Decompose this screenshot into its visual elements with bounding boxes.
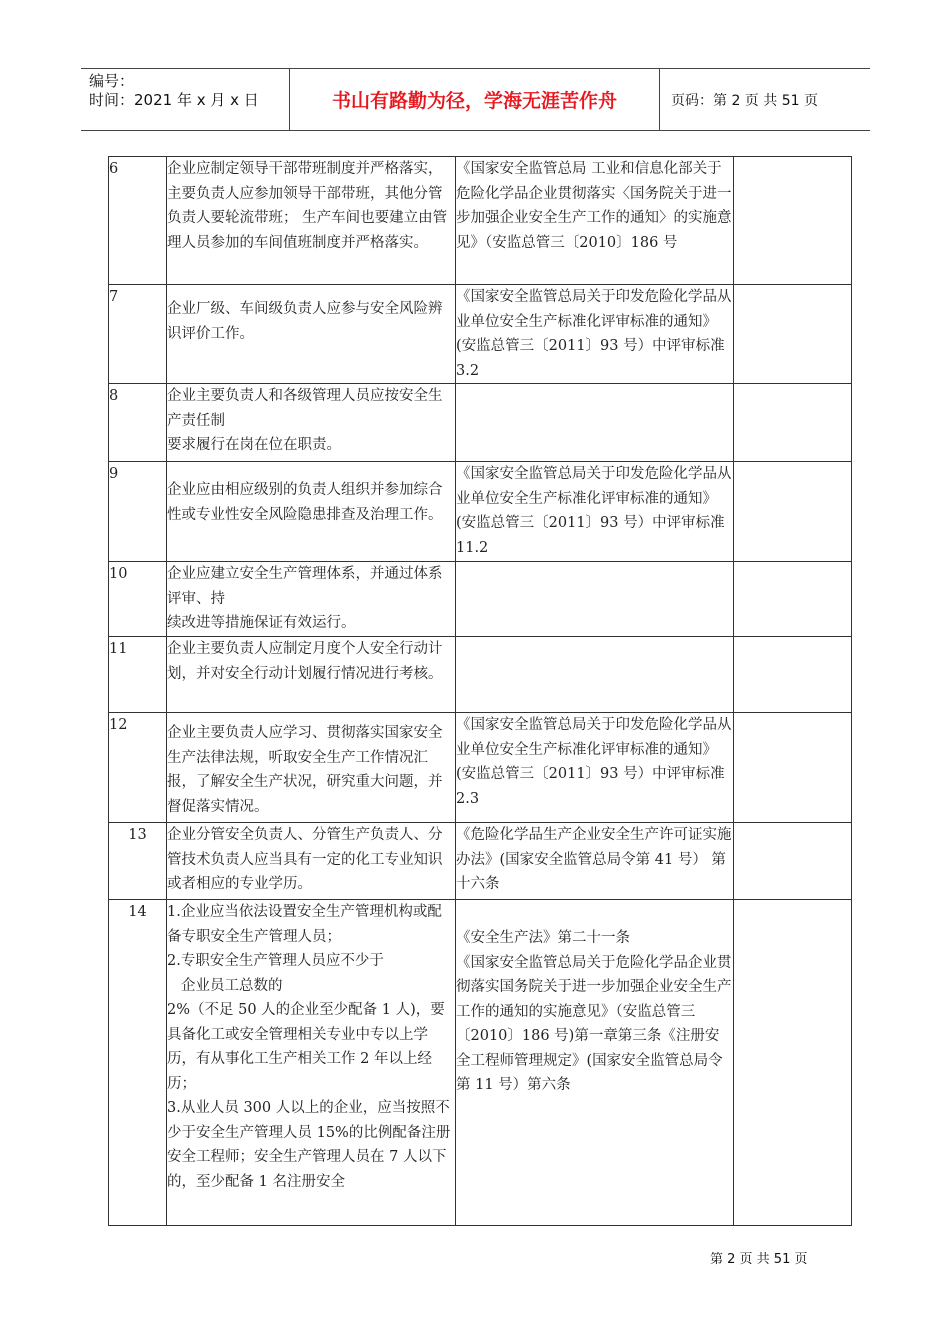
row-number: 12 [109, 713, 167, 823]
page-footer: 第 2 页 共 51 页 [710, 1252, 808, 1267]
requirement-cell [167, 157, 456, 285]
basis-cell [456, 285, 734, 384]
basis-cell [456, 384, 734, 462]
row-number: 9 [109, 462, 167, 562]
basis-text: 《国家安全监管总局 工业和信息化部关于危险化学品企业贯彻落实〈国务院关于进一步加强企业安全生产工作的通知〉的实施意见》（安监总管三〔2010〕186 号 [456, 161, 732, 251]
requirement-text: 企业主要负责人应制定月度个人安全行动计划，并对安全行动计划履行情况进行考核。 [167, 641, 443, 682]
header-motto: 书山有路勤为径，学海无涯苦作舟 [290, 69, 660, 130]
requirements-table [108, 156, 852, 1226]
table-row [109, 562, 852, 637]
document-date-label: 时间：2021 年 x 月 x 日 [89, 91, 259, 109]
basis-cell [456, 713, 734, 823]
basis-cell [456, 637, 734, 713]
remarks-cell [734, 285, 852, 384]
page-header [81, 68, 870, 131]
row-number: 11 [109, 637, 167, 713]
row-number: 6 [109, 157, 167, 285]
table-row [109, 713, 852, 823]
requirement-text: 企业应建立安全生产管理体系，并通过体系评审、持 [167, 566, 443, 607]
requirement-cell [167, 900, 456, 1226]
basis-text: 《危险化学品生产企业安全生产许可证实施办法》(国家安全监管总局令第 41 号） 第十六条 [456, 827, 732, 892]
header-page-label: 页码：第 2 页 共 51 页 [671, 92, 818, 109]
basis-cell [456, 462, 734, 562]
requirement-text: 企业应由相应级别的负责人组织并参加综合性或专业性安全风险隐患排查及治理工作。 [167, 482, 443, 523]
remarks-cell [734, 637, 852, 713]
row-number: 10 [109, 562, 167, 637]
basis-cell [456, 562, 734, 637]
requirement-text: 2%（不足 50 人的企业至少配备 1 人)，要具备化工或安全管理相关专业中专以上学历，有从事化工生产相关工作 2 年以上经历； [167, 1002, 445, 1092]
requirement-text: 要求履行在岗在位在职责。 [167, 437, 341, 453]
basis-text: 《国家安全监管总局关于印发危险化学品从业单位安全生产标准化评审标准的通知》(安监总管三〔2011〕93 号）中评审标准 3.2 [456, 289, 732, 379]
requirement-cell [167, 562, 456, 637]
requirement-text: 企业主要负责人应学习、贯彻落实国家安全生产法律法规，听取安全生产工作情况汇报，了解安全生产状况，研究重大问题，并督促落实情况。 [167, 725, 443, 815]
table-row [109, 157, 852, 285]
table-row [109, 637, 852, 713]
remarks-cell [734, 562, 852, 637]
remarks-cell [734, 713, 852, 823]
basis-cell [456, 823, 734, 900]
basis-text: 《国家安全监管总局关于危险化学品企业贯彻落实国务院关于进一步加强企业安全生产工作的通知的实施意见》（安监总管三〔2010〕186 号)第一章第三条《注册安全工程师管理规定》(国家安全监管总局令第 11 号）第六条 [456, 954, 732, 1093]
table-row [109, 823, 852, 900]
basis-text: 《安全生产法》第二十一条 [456, 930, 630, 946]
header-meta [81, 69, 290, 130]
remarks-cell [734, 462, 852, 562]
remarks-cell [734, 157, 852, 285]
requirement-text: 企业分管安全负责人、分管生产负责人、分管技术负责人应当具有一定的化工专业知识或者相应的专业学历。 [167, 827, 443, 892]
requirement-cell [167, 384, 456, 462]
requirement-text: 续改进等措施保证有效运行。 [167, 615, 356, 631]
requirement-cell [167, 637, 456, 713]
remarks-cell [734, 384, 852, 462]
table-row [109, 462, 852, 562]
document-number-label: 编号： [89, 72, 135, 90]
basis-text: 《国家安全监管总局关于印发危险化学品从业单位安全生产标准化评审标准的通知》(安监总管三〔2011〕93 号）中评审标准 2.3 [456, 717, 732, 807]
basis-cell [456, 157, 734, 285]
requirement-cell [167, 285, 456, 384]
basis-text: 《国家安全监管总局关于印发危险化学品从业单位安全生产标准化评审标准的通知》(安监总管三〔2011〕93 号）中评审标准 11.2 [456, 466, 732, 556]
row-number: 14 [109, 900, 167, 1226]
requirement-cell [167, 823, 456, 900]
table-row [109, 900, 852, 1226]
basis-cell [456, 900, 734, 1226]
requirement-cell [167, 462, 456, 562]
row-number: 8 [109, 384, 167, 462]
requirement-text: 企业应制定领导干部带班制度并严格落实，主要负责人应参加领导干部带班，其他分管负责人要轮流带班； 生产车间也要建立由管理人员参加的车间值班制度并严格落实。 [167, 161, 448, 251]
table-row [109, 285, 852, 384]
requirement-text: 1.企业应当依法设置安全生产管理机构或配备专职安全生产管理人员； [167, 904, 442, 945]
requirement-text: 3.从业人员 300 人以上的企业，应当按照不少于安全生产管理人员 15%的比例配备注册安全工程师；安全生产管理人员在 7 人以下的，至少配备 1 名注册安全 [167, 1100, 451, 1190]
requirement-text: 企业厂级、车间级负责人应参与安全风险辨识评价工作。 [167, 301, 443, 342]
requirement-text: 企业员工总数的 [181, 977, 283, 994]
requirement-text: 企业主要负责人和各级管理人员应按安全生产责任制 [167, 388, 443, 429]
remarks-cell [734, 823, 852, 900]
remarks-cell [734, 900, 852, 1226]
row-number: 7 [109, 285, 167, 384]
requirement-text: 2.专职安全生产管理人员应不少于 [167, 953, 384, 969]
table-row [109, 384, 852, 462]
requirement-cell [167, 713, 456, 823]
row-number: 13 [109, 823, 167, 900]
